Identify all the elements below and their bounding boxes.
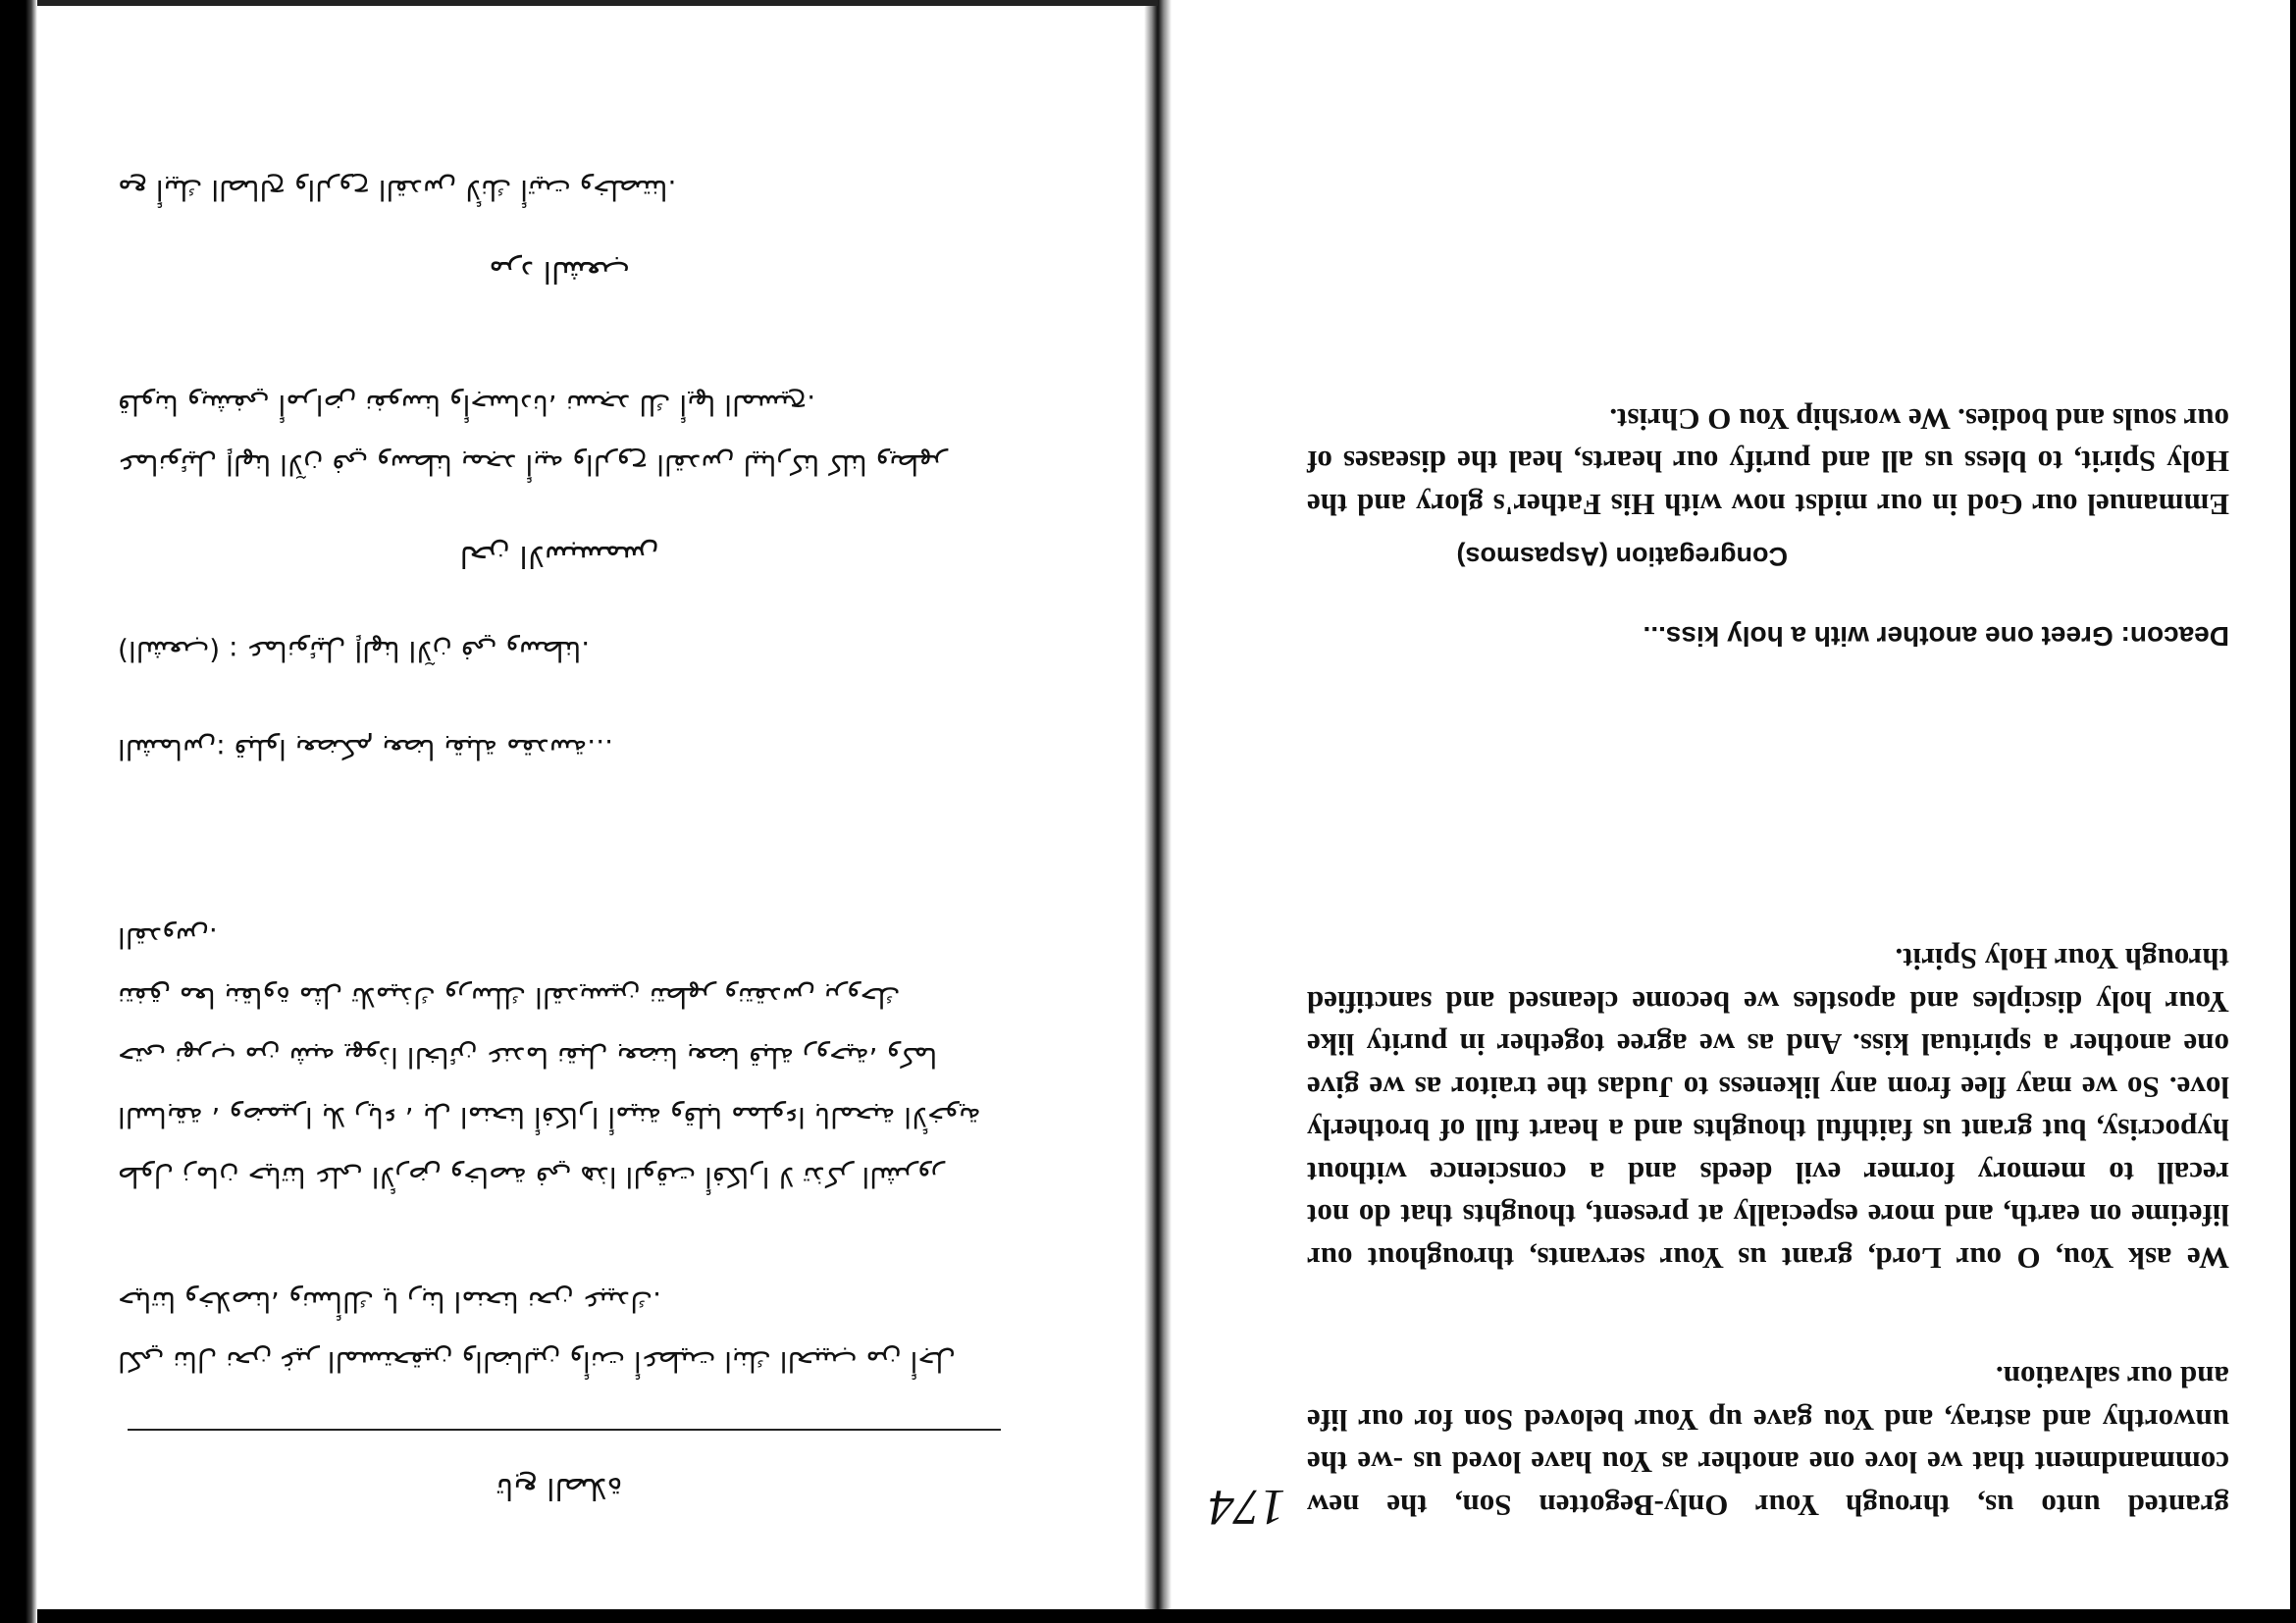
book-gutter <box>1144 0 1172 1609</box>
arabic-heading-top: تابع الصلاة <box>496 1471 623 1505</box>
scan-border-top <box>0 1609 2296 1623</box>
arabic-paragraph-2: طول زمان حياتنا على الأرض وخاصة في هذا الوقت أفكارا لا تذكر الشرور السابقة ، وضميرا بلا رياء ، بل امنحنا أفكارا أمينة وقلبا مملوءا بالمحبة الأخوية حتى نهرب من شبه يهوذا الخائن عندما نقبل بعضنا بعضا قبلة روحية، وكما نتفق معا بنقاوة مثل تلاميذك ورسلك القديسين نتطهر ونتقدس بروحك القدوس. <box>118 921 981 1193</box>
page-edge-rule <box>37 0 1158 6</box>
arabic-paragraph-3: عمانوئيل إلهنا الآن في وسطنا بمجد أبيه والروح القدس ليباركنا كلنا ويطهر قلوبنا ويشفي أمراض نفوسنا وأجسادنا، نسجد لك أيها المسيح. <box>118 389 948 481</box>
paragraph-prayer: We ask You, O our Lord, grant us Your servants, throughout our lifetime on earth, and more especially at present, thoughts that do not recall to memory former evil deeds and a conscience without hypocrisy, but grant us faithful thoughts and a heart full of brotherly love. So we may flee from any likeness to Judas the traitor as we give one another a spiritual kiss. And as we agree together in purity like Your holy disciples and apostles we become cleansed and sanctified through Your Holy Spirit. <box>1307 942 2229 1276</box>
paragraph-aspasmos: Emmanuel our God in our midst now with His Father's glory and the Holy Spirit, to bless us all and purify our hearts, heal the diseases of our souls and bodies. We worship You O Christ. <box>1307 402 2229 522</box>
arabic-aspasmos-heading: لحن الاسبسمس <box>459 539 659 573</box>
arabic-congregation-line: (الشعب) : عمانوئيل إلهنا الآن في وسطنا. <box>118 635 591 667</box>
scan-border-right <box>0 0 37 1623</box>
arabic-page <box>49 33 1079 1564</box>
page-number: 174 <box>1209 1479 1285 1535</box>
arabic-paragraph-4: مع أبيك الصالح والروح القدس لأنك أتيت وخلصتنا. <box>118 174 677 206</box>
arabic-response-heading: مرد الشعب <box>489 254 630 288</box>
arabic-deacon-line: الشماس: قبلوا بعضكم بعضا بقبلة مقدسة... <box>118 733 613 765</box>
paragraph-intro: granted unto us, through Your Only-Begotten Son, the new commandment that we love one another as You have loved us -we the unworthy and astray, and You gave up Your beloved Son for our life and our salvation. <box>1307 1360 2229 1523</box>
arabic-paragraph-1: لكي ننال نحن غير المستحقين والضالين وأنت أعطيت ابنك الحبيب من أجل حياتنا وخلاصنا، ونسألك يا ربنا امنحنا نحن عبيدك. <box>118 1285 956 1378</box>
heading-rule <box>128 1429 1001 1431</box>
congregation-heading: Congregation (Aspasmos) <box>1456 542 1788 571</box>
english-page <box>1209 33 2249 1564</box>
deacon-line: Deacon: Greet one another with a holy kiss... <box>1643 621 2229 652</box>
scan-border-left <box>2290 0 2296 1623</box>
